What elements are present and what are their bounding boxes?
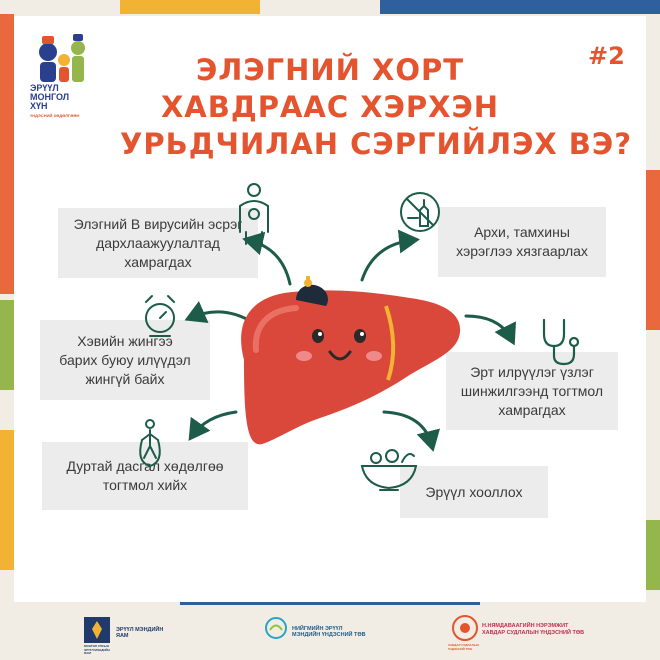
vaccinated-person-icon — [240, 184, 268, 244]
liver-mascot — [241, 276, 460, 444]
tip-exercise: Дуртай дасгал хөдөлгөө тогтмол хийх — [42, 442, 248, 510]
cancer-center-seal-text: ХАВДАР СУДЛАЛЫН ҮНДЭСНИЙ ТӨВ — [448, 643, 479, 651]
public-health-center-name: НИЙГМИЙН ЭРҮҮЛ МЭНДИЙН ҮНДЭСНИЙ ТӨВ — [292, 626, 366, 638]
tip-limit-alcohol-tobacco: Архи, тамхины хэрэглээ хязгаарлах — [438, 207, 606, 277]
tip-vaccination: Элэгний В вирусийн эсрэг дархлаажуулалтад хамрагдах — [58, 208, 258, 278]
arrow-to-exercise — [192, 412, 236, 436]
salad-bowl-icon — [362, 450, 416, 490]
no-alcohol-smoking-icon — [401, 193, 439, 231]
logo-line-3: ХҮН — [30, 101, 48, 111]
logo-line-2: МОНГОЛ — [30, 92, 70, 102]
footer-partners — [0, 605, 660, 660]
arrow-to-alcohol — [362, 240, 414, 280]
title-line-1: ЭЛЭГНИЙ ХОРТ — [195, 53, 465, 87]
tip-early-screening: Эрт илрүүлэг үзлэг шинжилгээнд тогтмол хамрагдах — [446, 352, 618, 430]
ministry-emblem-text: МОНГОЛ УЛСЫН ЭРҮҮЛ МЭНДИЙН ЯАМ — [84, 644, 110, 655]
weight-scale-icon — [146, 296, 174, 336]
title-line-3: УРЬДЧИЛАН СЭРГИЙЛЭХ ВЭ? — [120, 127, 633, 161]
arrow-to-weight — [190, 312, 252, 322]
tip-healthy-eating: Эрүүл хооллох — [400, 466, 548, 518]
tip-healthy-weight: Хэвийн жингээ барих буюу илүүдэл жингүй байх — [40, 320, 210, 400]
jump-rope-icon — [140, 420, 160, 466]
logo-line-1: ЭРҮҮЛ — [30, 83, 59, 93]
ministry-name: ЭРҮҮЛ МЭНДИЙН ЯАМ — [116, 627, 164, 639]
issue-number-badge: #2 — [588, 42, 625, 70]
arrow-to-eating — [384, 412, 432, 446]
stethoscope-icon — [544, 320, 578, 364]
cancer-center-logo — [452, 615, 478, 641]
arrow-to-screening — [466, 316, 512, 340]
title-line-2: ХАВДРААС ХЭРХЭН — [160, 90, 500, 124]
ministry-emblem-icon — [84, 617, 110, 643]
cancer-center-name-1: Н.НЯМДАВААГИЙН НЭРЭМЖИТ — [482, 623, 569, 629]
public-health-center-logo — [265, 617, 287, 639]
cancer-center-name-2: ХАВДАР СУДЛАЛЫН ҮНДЭСНИЙ ТӨВ — [482, 630, 585, 636]
logo-subtitle: ҮНДЭСНИЙ ХӨДӨЛГӨӨН — [30, 113, 80, 118]
arrow-to-vaccination — [248, 240, 290, 284]
